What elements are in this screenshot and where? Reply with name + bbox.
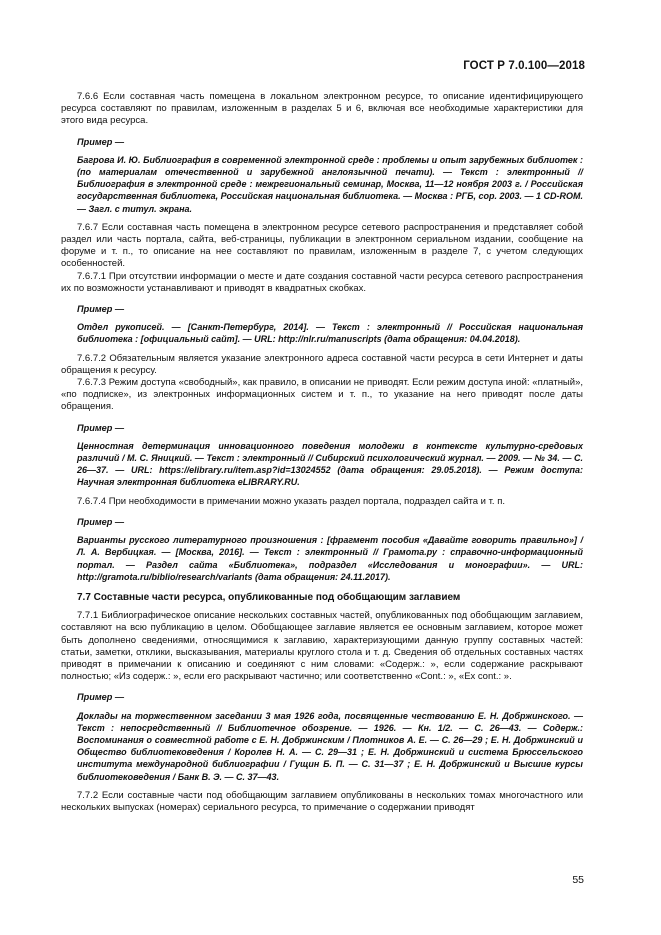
example-label: Пример — (77, 304, 125, 315)
example-label: Пример — (77, 136, 125, 147)
example-1: Багрова И. Ю. Библиография в современной электронной среде : проблемы и опыт зарубежных библиотек : (по материалам отечественной и зарубежной англоязычной печати). — Текст : электронный // Библиография в электронной среде : межрегиональный семинар, Москва, 11—12 ноября 2003 г. / Российская государственная библиотека, Российская национальная библиотека. — Москва : РГБ, сор. 2003. — 1 CD-ROM. — Загл. с титул. экрана. (77, 154, 583, 214)
paragraph-7-6-7-3: 7.6.7.3 Режим доступа «свободный», как правило, в описании не приводят. Если режим доступа иной: «платный», «по подписке», из электронных информационных систем и т. п., то указание на него приводят после даты обращения. (61, 377, 583, 413)
paragraph-7-7-2: 7.7.2 Если составные части под обобщающим заглавием опубликованы в нескольких томах многочастного или нескольких выпусках (номерах) сериального ресурса, то примечание о содержании приводят (61, 789, 583, 813)
page-number: 55 (572, 874, 584, 886)
document-body (61, 91, 583, 814)
example-label: Пример — (77, 692, 125, 703)
example-4: Варианты русского литературного произношения : [фрагмент пособия «Давайте говорить правильно»] / Л. А. Вербицкая. — [Москва, 2016]. — Текст : электронный // Грамота.ру : справочно-информационный портал. — Раздел сайта «Библиотека», подраздел «Исследования и монографии». — URL: http://gramota.ru/biblio/research/variants (дата обращения: 24.11.2017). (77, 535, 583, 582)
standard-header: ГОСТ Р 7.0.100—2018 (463, 60, 585, 72)
paragraph-7-6-7-1: 7.6.7.1 При отсутствии информации о месте и дате создания составной части ресурса сетевого распространения их по возможности устанавливают и приводят в квадратных скобках. (61, 270, 583, 294)
paragraph-7-6-7: 7.6.7 Если составная часть помещена в электронном ресурсе сетевого распространения и представляет собой раздел или часть портала, сайта, веб-страницы, публикации в электронном сериальном издании, сообщение на форуме и т. п., то описание на нее составляют по правилам, изложенным в разделе 7, с учетом следующих особенностей. (61, 221, 583, 270)
example-label: Пример — (77, 422, 125, 433)
section-heading-7-7: 7.7 Составные части ресурса, опубликованные под обобщающим заглавием (77, 591, 461, 603)
example-5: Доклады на торжественном заседании 3 мая 1926 года, посвященные чествованию Е. Н. Добржинского. — Текст : непосредственный // Библиотечное обозрение. — 1926. — Кн. 1/2. — С. 26—43. — Содерж.: Воспоминания о совместной работе с Е. Н. Добржинским / Плотников А. Е. — С. 26—29 ; Е. Н. Добржинский и Общество библиотековедения / Королев Н. А. — С. 29—31 ; Е. Н. Добржинский и система Брюссельского института международной библиографии / Гущин Б. П. — С. 31—37 ; Е. Н. Добржинский и Высшие курсы библиотековедения / Банк В. Э. — С. 37—43. (77, 710, 583, 782)
paragraph-7-6-7-4: 7.6.7.4 При необходимости в примечании можно указать раздел портала, подраздел сайта и т. п. (77, 495, 505, 507)
paragraph-7-6-6: 7.6.6 Если составная часть помещена в локальном электронном ресурсе, то описание идентифицирующего ресурса составляют по правилам, изложенным в разделах 5 и 6, включая все необходимые характеристики для этого вида ресурса. (61, 91, 583, 127)
example-3: Ценностная детерминация инновационного поведения молодежи в контексте культурно-средовых различий / М. С. Яницкий. — Текст : электронный // Сибирский психологический журнал. — 2009. — № 34. — С. 26—37. — URL: https://elibrary.ru/item.asp?id=13024552 (дата обращения: 29.05.2018). — Режим доступа: Научная электронная библиотека eLIBRARY.RU. (77, 440, 583, 488)
paragraph-7-7-1: 7.7.1 Библиографическое описание нескольких составных частей, опубликованных под обобщающим заглавием, составляют на всю публикацию в целом. Обобщающее заглавие является ее основным заглавием, которое может быть дополнено сведениями, относящимися к заглавию, характеризующими данную группу составных частей: статьи, заметки, отклики, высказывания, материалы круглого стола и т. д. Сведения об отдельных составных частях приводят в примечании к описанию и соединяют с ним словами: «Содерж.: », если содержание раскрывают полностью; «Из содерж.: », если его раскрывают частично; или соответственно «Cont.: », «Ex cont.: ». (61, 610, 583, 683)
example-2: Отдел рукописей. — [Санкт-Петербург, 2014]. — Текст : электронный // Российская национальная библиотека : [официальный сайт]. — URL: http://nlr.ru/manuscripts (дата обращения: 04.04.2018). (77, 322, 583, 345)
example-label: Пример — (77, 516, 125, 527)
paragraph-7-6-7-2: 7.6.7.2 Обязательным является указание электронного адреса составной части ресурса в сети Интернет и даты обращения к ресурсу. (61, 352, 583, 376)
